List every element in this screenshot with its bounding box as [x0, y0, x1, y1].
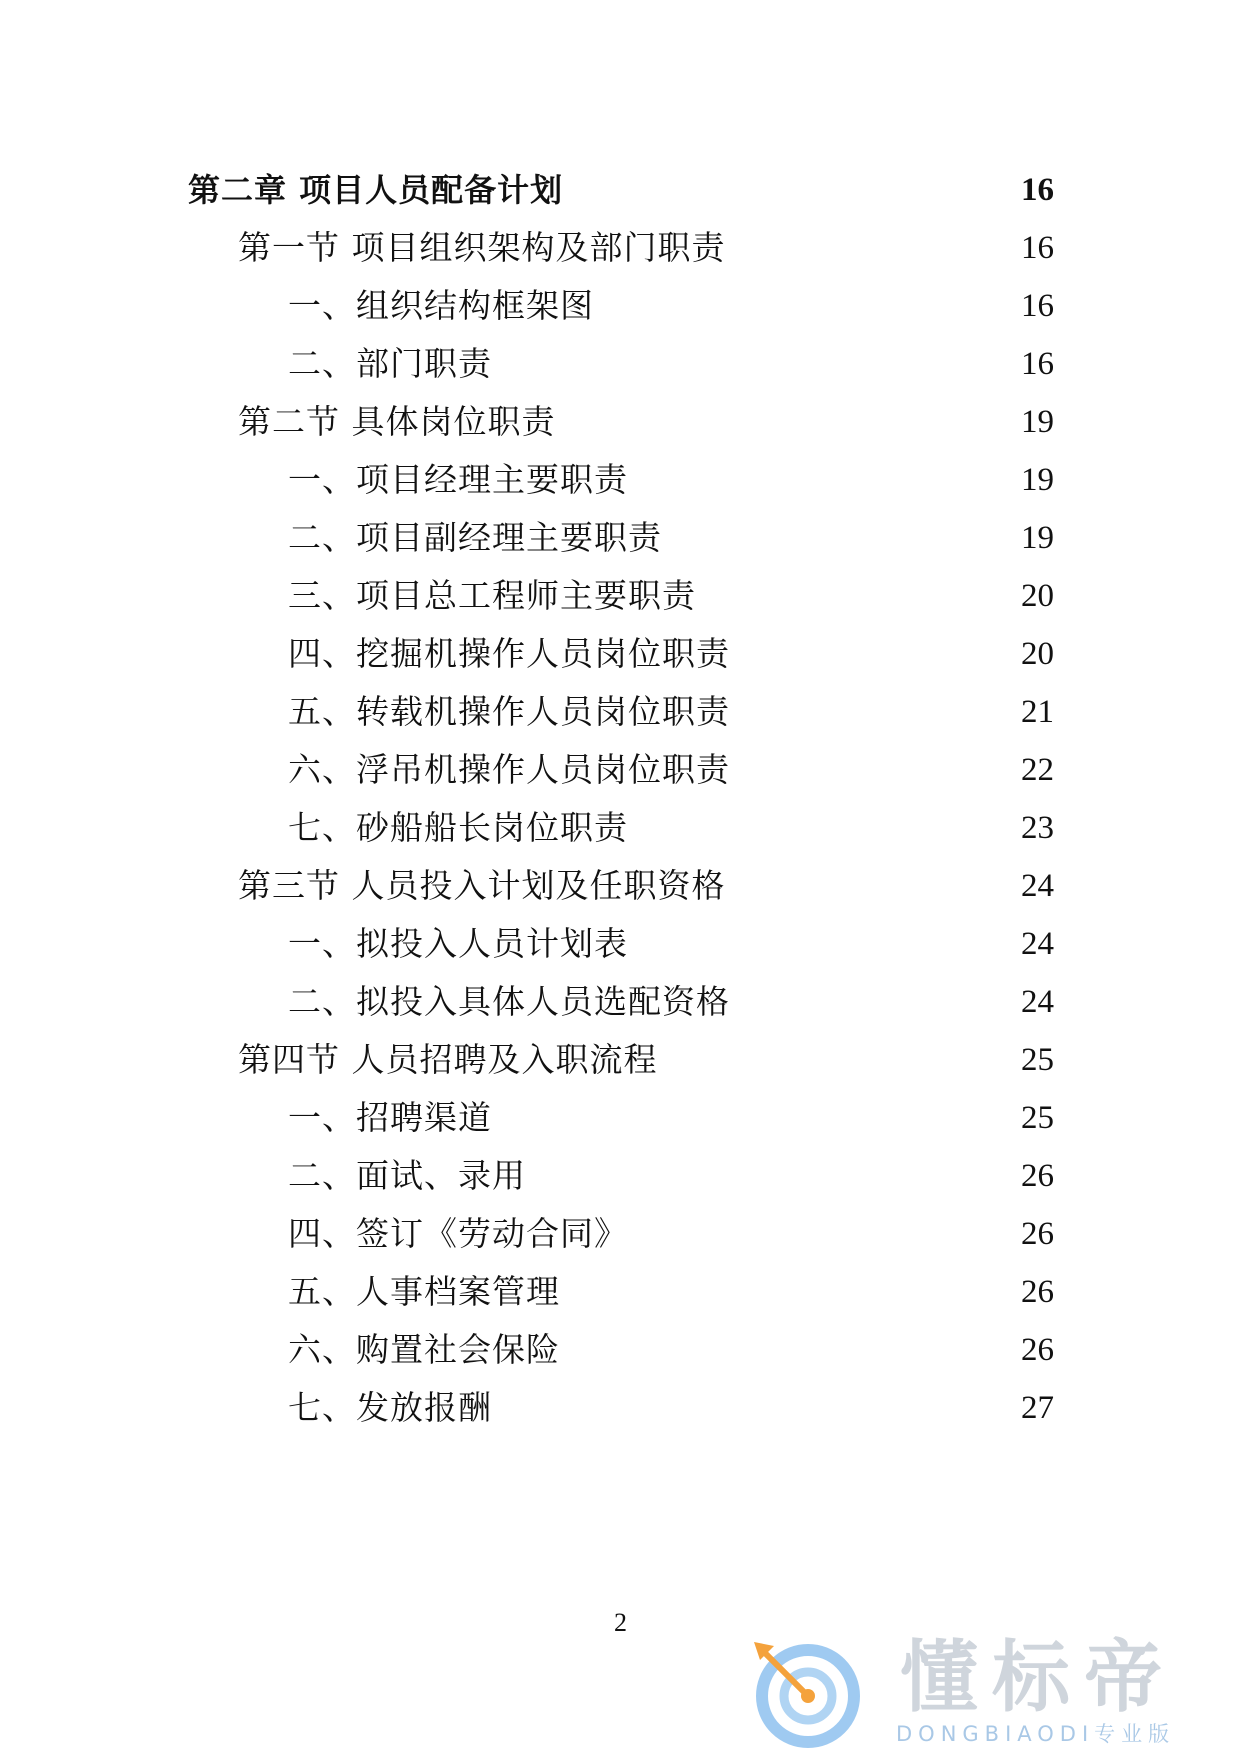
toc-entry-title: 五、转载机操作人员岗位职责	[288, 692, 730, 731]
toc-entry-section[interactable]	[0, 218, 1241, 278]
toc-entry-subsection[interactable]	[0, 1320, 1241, 1380]
toc-entry-page: 26	[1021, 1332, 1054, 1368]
toc-entry-title: 七、发放报酬	[288, 1388, 492, 1427]
watermark-brand-subtitle: DONGBIAODI专业版	[896, 1722, 1176, 1746]
toc-entry-page: 22	[1021, 752, 1054, 788]
toc-entry-page: 27	[1021, 1390, 1054, 1426]
toc-entry-chapter[interactable]	[0, 160, 1241, 220]
toc-entry-subsection[interactable]	[0, 972, 1241, 1032]
toc-entry-section[interactable]	[0, 392, 1241, 452]
toc-entry-title: 二、拟投入具体人员选配资格	[288, 982, 730, 1021]
toc-entry-title: 二、项目副经理主要职责	[288, 518, 662, 557]
toc-entry-page: 16	[1021, 172, 1054, 208]
toc-entry-subsection[interactable]	[0, 566, 1241, 626]
toc-entry-page: 26	[1021, 1216, 1054, 1252]
toc-entry-section[interactable]	[0, 856, 1241, 916]
toc-entry-page: 25	[1021, 1042, 1054, 1078]
toc-entry-subsection[interactable]	[0, 508, 1241, 568]
toc-entry-title: 七、砂船船长岗位职责	[288, 808, 628, 847]
toc-entry-section[interactable]	[0, 1030, 1241, 1090]
toc-entry-subsection[interactable]	[0, 740, 1241, 800]
toc-entry-title: 二、面试、录用	[288, 1156, 526, 1195]
toc-entry-title: 一、项目经理主要职责	[288, 460, 628, 499]
toc-entry-page: 19	[1021, 462, 1054, 498]
page-number: 2	[614, 1608, 627, 1637]
toc-entry-page: 16	[1021, 230, 1054, 266]
toc-entry-title: 三、项目总工程师主要职责	[288, 576, 696, 615]
toc-entry-page: 26	[1021, 1158, 1054, 1194]
toc-entry-subsection[interactable]	[0, 682, 1241, 742]
toc-entry-page: 16	[1021, 346, 1054, 382]
toc-entry-subsection[interactable]	[0, 1204, 1241, 1264]
toc-entry-page: 19	[1021, 520, 1054, 556]
toc-entry-title: 一、招聘渠道	[288, 1098, 492, 1137]
toc-entry-subsection[interactable]	[0, 1378, 1241, 1438]
toc-entry-page: 25	[1021, 1100, 1054, 1136]
toc-entry-subsection[interactable]	[0, 914, 1241, 974]
toc-entry-subsection[interactable]	[0, 624, 1241, 684]
toc-entry-title: 二、部门职责	[288, 344, 492, 383]
toc-entry-subsection[interactable]	[0, 1146, 1241, 1206]
toc-entry-title: 四、签订《劳动合同》	[288, 1214, 628, 1253]
toc-entry-page: 21	[1021, 694, 1054, 730]
watermark	[748, 1634, 1228, 1750]
watermark-brand-name: 懂标帝	[900, 1633, 1177, 1723]
toc-entry-subsection[interactable]	[0, 1262, 1241, 1322]
toc-entry-title: 四、挖掘机操作人员岗位职责	[288, 634, 730, 673]
toc-entry-subsection[interactable]	[0, 798, 1241, 858]
toc-entry-page: 23	[1021, 810, 1054, 846]
target-arrow-icon	[748, 1634, 868, 1750]
toc-entry-page: 20	[1021, 578, 1054, 614]
toc-entry-subsection[interactable]	[0, 1088, 1241, 1148]
toc-entry-subsection[interactable]	[0, 450, 1241, 510]
toc-entry-page: 24	[1021, 984, 1054, 1020]
toc-entry-title: 六、购置社会保险	[288, 1330, 560, 1369]
toc-entry-title: 第二节 具体岗位职责	[238, 402, 556, 441]
toc-entry-page: 24	[1021, 926, 1054, 962]
toc-entry-title: 第四节 人员招聘及入职流程	[238, 1040, 658, 1079]
toc-entry-title: 六、浮吊机操作人员岗位职责	[288, 750, 730, 789]
toc-entry-title: 五、人事档案管理	[288, 1272, 560, 1311]
toc-entry-title: 第一节 项目组织架构及部门职责	[238, 228, 726, 267]
toc-entry-page: 26	[1021, 1274, 1054, 1310]
toc-entry-page: 24	[1021, 868, 1054, 904]
toc-entry-title: 一、组织结构框架图	[288, 286, 594, 325]
toc-entry-subsection[interactable]	[0, 276, 1241, 336]
toc-entry-title: 第二章 项目人员配备计划	[188, 171, 564, 209]
toc-entry-title: 一、拟投入人员计划表	[288, 924, 628, 963]
toc-entry-subsection[interactable]	[0, 334, 1241, 394]
toc-entry-page: 20	[1021, 636, 1054, 672]
toc-entry-title: 第三节 人员投入计划及任职资格	[238, 866, 726, 905]
toc-entry-page: 16	[1021, 288, 1054, 324]
toc-entry-page: 19	[1021, 404, 1054, 440]
